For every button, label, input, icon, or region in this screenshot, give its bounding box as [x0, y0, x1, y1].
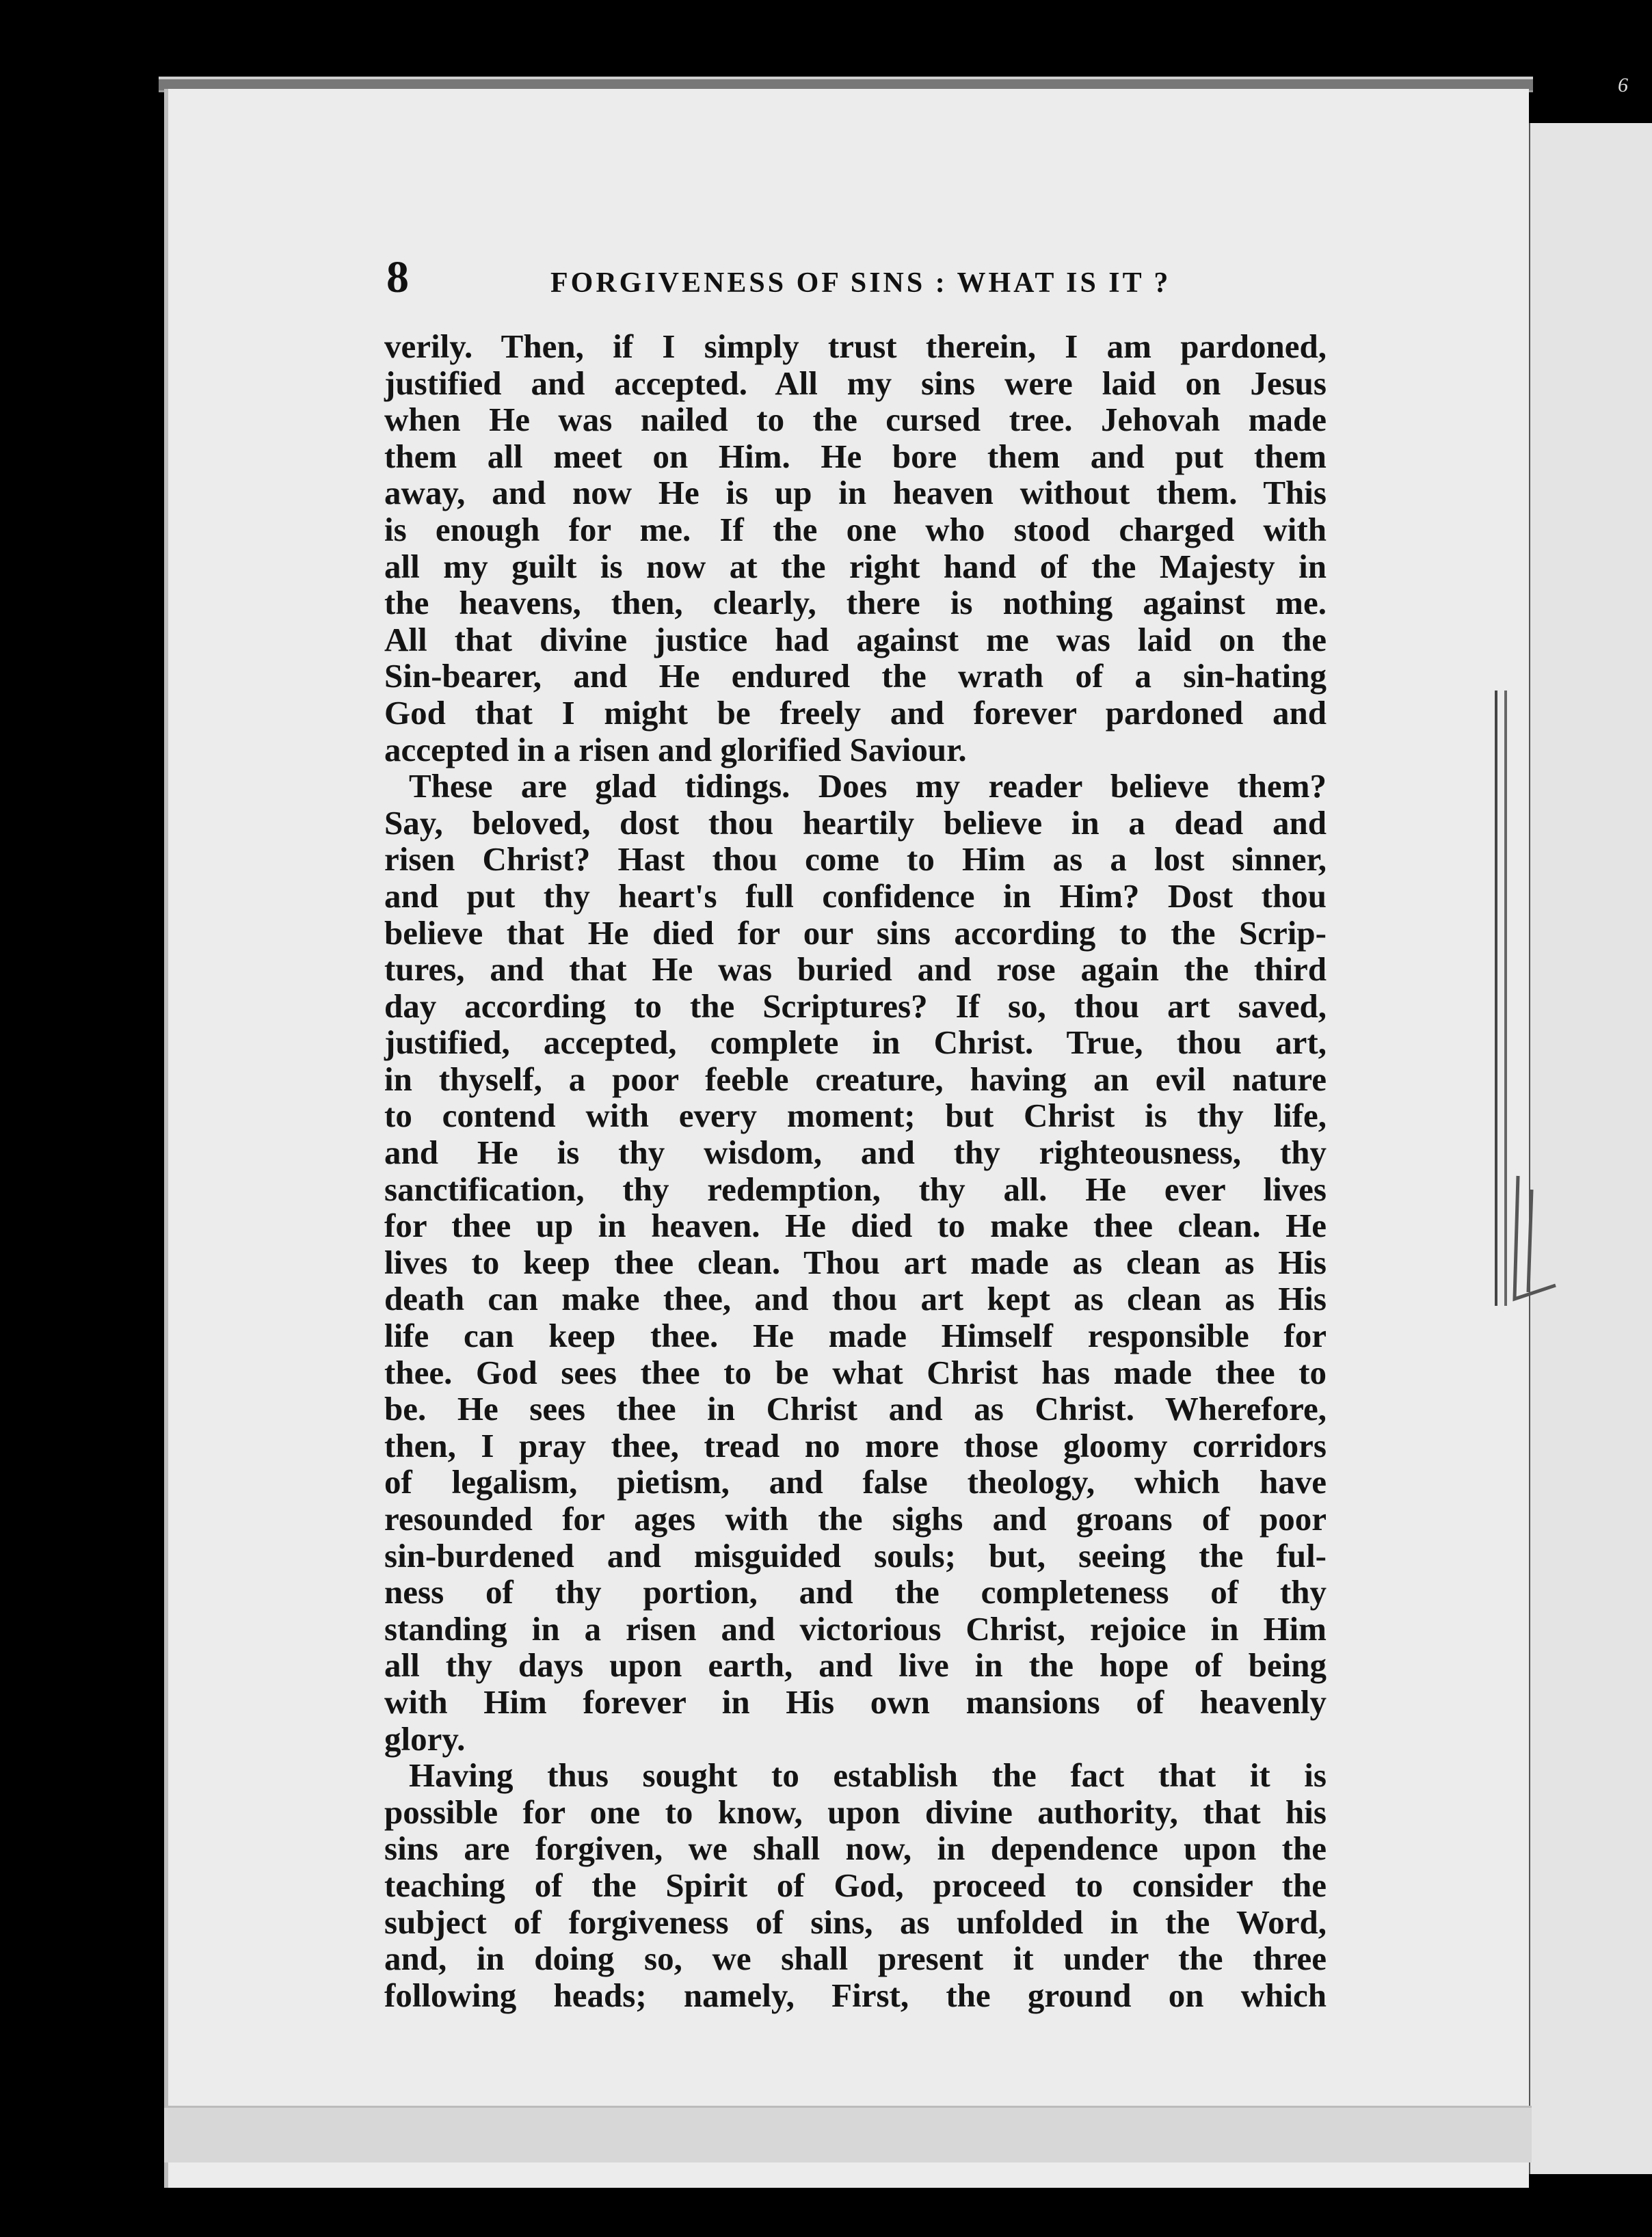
text-line: the heavens, then, clearly, there is nothing against me. — [384, 584, 1327, 622]
body-text — [384, 328, 1327, 2013]
text-line: ness of thy portion, and the completeness of thy — [384, 1573, 1327, 1611]
page-bottom-edge — [164, 2106, 1532, 2162]
text-line: justified, accepted, complete in Christ. True, thou art, — [384, 1023, 1327, 1062]
text-line: glory. — [384, 1719, 466, 1758]
page-fold-line — [1495, 691, 1507, 1306]
text-line: justified and accepted. All my sins were laid on Jesus — [384, 364, 1327, 402]
text-line: Having thus sought to establish the fact that it is — [409, 1756, 1327, 1795]
text-line: All that divine justice had against me was laid on the — [384, 620, 1327, 658]
text-line: all thy days upon earth, and live in the hope of being — [384, 1646, 1327, 1685]
text-line: and put thy heart's full confidence in Him? Dost thou — [384, 876, 1327, 915]
text-line: in thyself, a poor feeble creature, having an evil nature — [384, 1060, 1327, 1098]
text-line: then, I pray thee, tread no more those gloomy corridors — [384, 1426, 1327, 1464]
corner-mark: 6 — [1618, 74, 1628, 96]
text-line: These are glad tidings. Does my reader believe them? — [409, 767, 1327, 805]
text-line: following heads; namely, First, the ground on which — [384, 1976, 1327, 2014]
text-line: sin-burdened and misguided souls; but, seeing the ful- — [384, 1536, 1327, 1575]
pencil-mark-icon — [1508, 1169, 1569, 1306]
text-line: life can keep thee. He made Himself responsible for — [384, 1317, 1327, 1355]
text-line: tures, and that He was buried and rose again the third — [384, 950, 1327, 989]
text-line: day according to the Scriptures? If so, thou art saved, — [384, 987, 1327, 1025]
text-line: is enough for me. If the one who stood charged with — [384, 510, 1327, 548]
text-line: sins are forgiven, we shall now, in dependence upon the — [384, 1830, 1327, 1868]
text-line: when He was nailed to the cursed tree. Jehovah made — [384, 401, 1327, 439]
text-line: and He is thy wisdom, and thy righteousness, thy — [384, 1134, 1327, 1172]
text-line: God that I might be freely and forever pardoned and — [384, 693, 1327, 732]
text-line: verily. Then, if I simply trust therein, I am pardoned, — [384, 327, 1327, 365]
text-line: possible for one to know, upon divine authority, that his — [384, 1793, 1327, 1831]
text-line: death can make thee, and thou art kept as clean as His — [384, 1280, 1327, 1318]
text-line: Say, beloved, dost thou heartily believe in a dead and — [384, 803, 1327, 842]
page-number: 8 — [386, 252, 409, 302]
text-line: sanctification, thy redemption, thy all. He ever lives — [384, 1170, 1327, 1208]
text-line: accepted in a risen and glorified Saviour. — [384, 730, 967, 768]
text-line: them all meet on Him. He bore them and put them — [384, 437, 1327, 475]
text-line: lives to keep thee clean. Thou art made as clean as His — [384, 1243, 1327, 1281]
text-line: believe that He died for our sins according to the Scrip- — [384, 913, 1327, 952]
text-line: be. He sees thee in Christ and as Christ. Wherefore, — [384, 1390, 1327, 1428]
text-line: thee. God sees thee to be what Christ has made thee to — [384, 1353, 1327, 1391]
text-line: Sin-bearer, and He endured the wrath of a sin-hating — [384, 657, 1327, 695]
running-title: FORGIVENESS OF SINS : WHAT IS IT ? — [550, 267, 1171, 299]
text-line: risen Christ? Hast thou come to Him as a lost sinner, — [384, 840, 1327, 879]
text-line: standing in a risen and victorious Christ, rejoice in Him — [384, 1609, 1327, 1648]
text-line: of legalism, pietism, and false theology, which have — [384, 1463, 1327, 1501]
text-line: all my guilt is now at the right hand of the Majesty in — [384, 547, 1327, 585]
text-line: teaching of the Spirit of God, proceed to consider the — [384, 1866, 1327, 1904]
page-header — [386, 252, 1309, 306]
text-line: with Him forever in His own mansions of heavenly — [384, 1683, 1327, 1721]
facing-page — [1525, 123, 1652, 2174]
text-line: for thee up in heaven. He died to make thee clean. He — [384, 1207, 1327, 1245]
text-line: resounded for ages with the sighs and groans of poor — [384, 1500, 1327, 1538]
text-line: away, and now He is up in heaven without them. This — [384, 474, 1327, 512]
text-line: subject of forgiveness of sins, as unfolded in the Word, — [384, 1903, 1327, 1941]
text-line: to contend with every moment; but Christ is thy life, — [384, 1097, 1327, 1135]
text-line: and, in doing so, we shall present it under the three — [384, 1940, 1327, 1978]
